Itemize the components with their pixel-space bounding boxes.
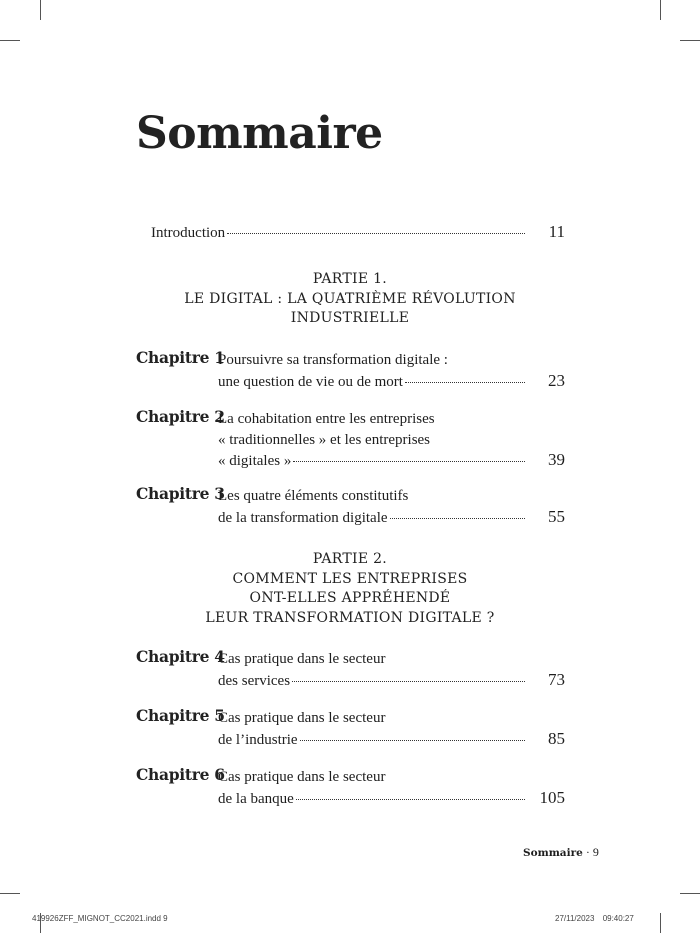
- part-2-line: LEUR TRANSFORMATION DIGITALE ?: [205, 609, 495, 626]
- dot-leader: [405, 382, 525, 383]
- dot-leader: [227, 233, 525, 234]
- chapter-label: Chapitre 6: [136, 765, 225, 784]
- chapter-title-line: Cas pratique dans le secteur: [218, 710, 386, 726]
- chapter-title-line: « traditionnelles » et les entreprises: [218, 431, 431, 448]
- chapter-label: Chapitre 4: [136, 647, 225, 666]
- chapter-title-line: des services: [218, 672, 291, 689]
- chapter-page: 39: [548, 450, 565, 469]
- crop-mark: [40, 0, 41, 20]
- chapter-title-line: Poursuivre sa transformation digitale :: [218, 352, 448, 368]
- dot-leader: [390, 518, 525, 519]
- dot-leader: [292, 681, 525, 682]
- slug-date: 27/11/2023: [555, 914, 595, 923]
- chapter-title-line: une question de vie ou de mort: [218, 373, 403, 390]
- part-1-line: LE DIGITAL : LA QUATRIÈME RÉVOLUTION: [184, 290, 516, 307]
- chapter-page: 73: [548, 669, 565, 689]
- crop-mark: [0, 40, 20, 41]
- chapter-title-line: de l’industrie: [218, 731, 298, 748]
- chapter-title-line: « digitales »: [218, 453, 292, 469]
- part-1-heading: [140, 270, 560, 329]
- chapter-page: 23: [548, 370, 565, 390]
- chapter-label: Chapitre 3: [136, 484, 225, 503]
- chapter-label: Chapitre 2: [136, 407, 225, 426]
- part-2-line: ONT-ELLES APPRÉHENDÉ: [249, 590, 451, 606]
- slug-time: 09:40:27: [602, 914, 634, 923]
- dot-leader: [296, 799, 525, 800]
- part-2-heading: [140, 550, 560, 628]
- chapter-title-line: Les quatre éléments constitutifs: [218, 488, 409, 504]
- toc-introduction[interactable]: [151, 222, 565, 242]
- page-footer: [523, 845, 599, 860]
- part-1-line: INDUSTRIELLE: [290, 310, 410, 326]
- page-number: 9: [592, 845, 599, 859]
- part-1-line: PARTIE 1.: [312, 271, 388, 287]
- chapter-label: Chapitre 1: [136, 348, 225, 367]
- chapter-title-line: de la transformation digitale: [218, 509, 388, 526]
- running-head: Sommaire: [523, 847, 583, 859]
- part-2-line: COMMENT LES ENTREPRISES: [232, 570, 468, 587]
- chapter-page: 85: [548, 728, 565, 748]
- footer-separator: ·: [585, 845, 590, 859]
- toc-introduction-page: 11: [548, 222, 565, 241]
- toc-introduction-label: Introduction: [151, 225, 226, 241]
- crop-mark: [660, 0, 661, 20]
- crop-mark: [0, 893, 20, 894]
- dot-leader: [300, 740, 525, 741]
- crop-mark: [680, 40, 700, 41]
- chapter-page: 105: [539, 787, 565, 807]
- part-2-line: PARTIE 2.: [312, 551, 388, 567]
- crop-mark: [680, 893, 700, 894]
- chapter-title-line: de la banque: [218, 790, 294, 807]
- print-slug-file: 419926ZFF_MIGNOT_CC2021.indd 9: [32, 914, 168, 923]
- chapter-label: Chapitre 5: [136, 706, 225, 725]
- chapter-page: 55: [548, 506, 565, 526]
- crop-mark: [660, 913, 661, 933]
- page-title: Sommaire: [136, 108, 383, 159]
- chapter-title-line: Cas pratique dans le secteur: [218, 769, 386, 785]
- print-slug-timestamp: [555, 914, 634, 923]
- chapter-title-line: La cohabitation entre les entreprises: [218, 411, 435, 427]
- chapter-title-line: Cas pratique dans le secteur: [218, 651, 386, 667]
- dot-leader: [293, 461, 525, 462]
